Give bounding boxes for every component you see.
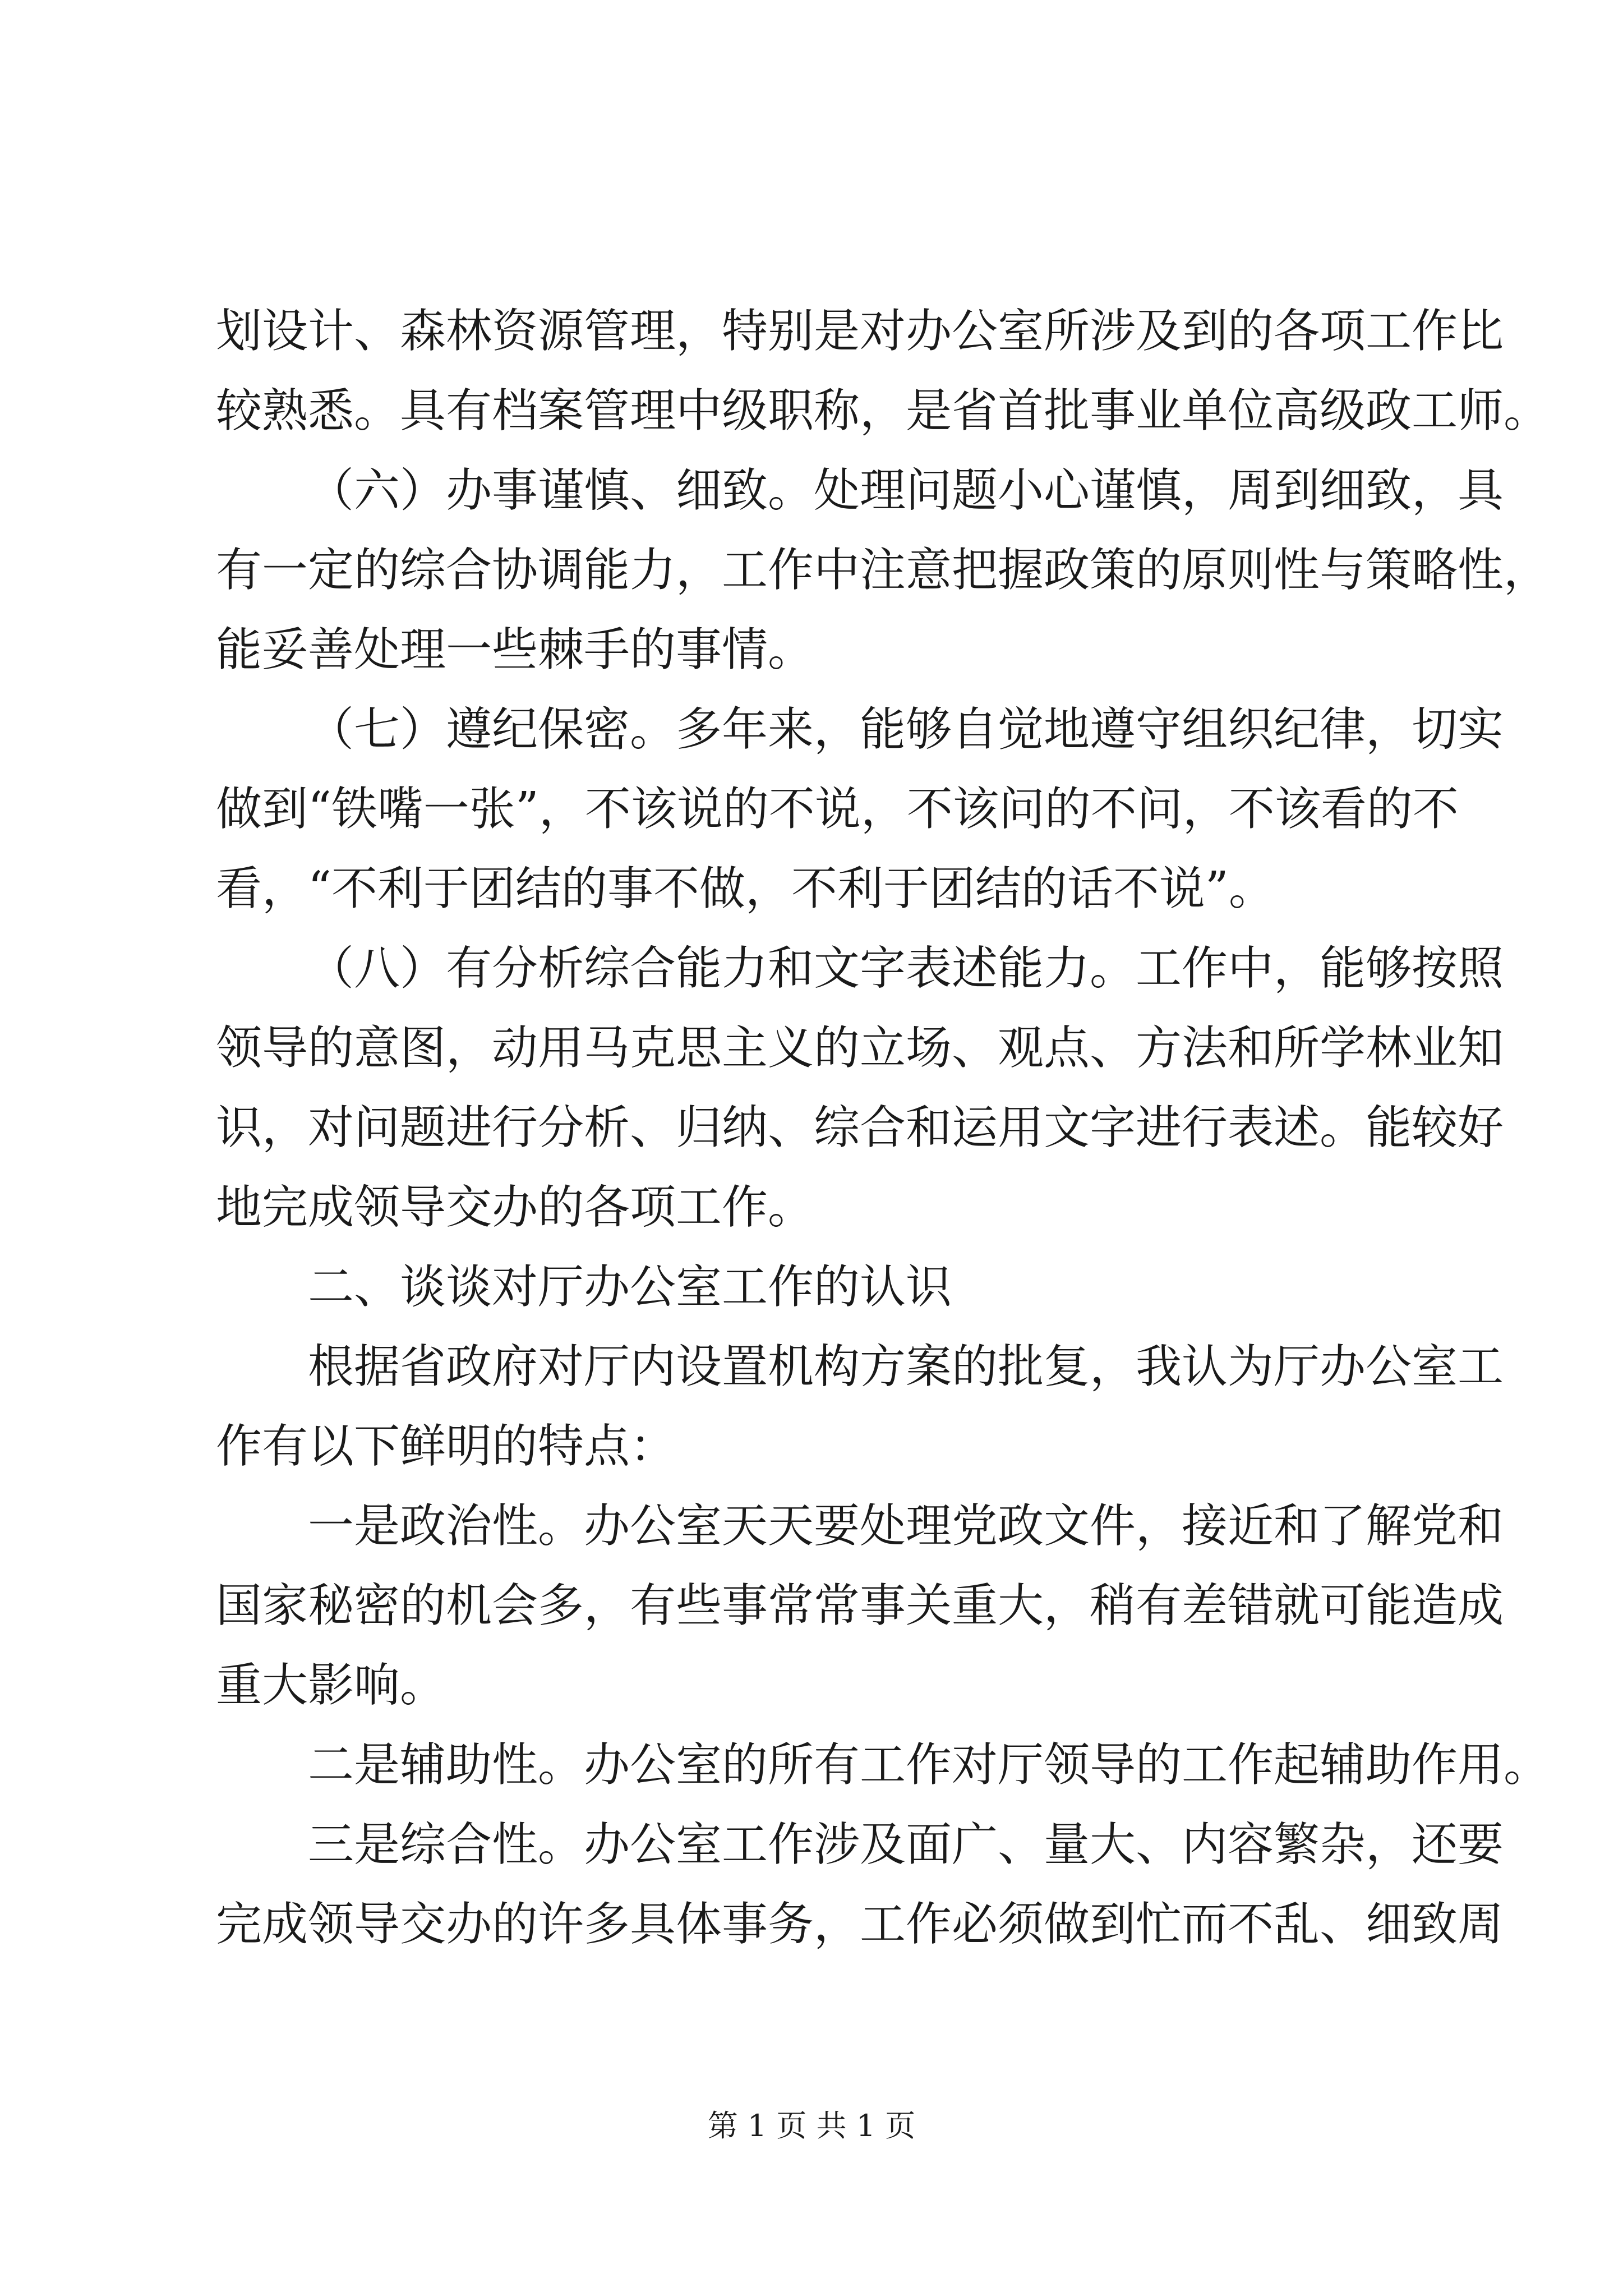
paragraph-start-line: （六）办事谨慎、细致。处理问题小心谨慎，周到细致，具 (308, 464, 1504, 517)
text-line: 国家秘密的机会多，有些事常常事关重大，稍有差错就可能造成 (216, 1579, 1504, 1632)
text-line: 有一定的综合协调能力，工作中注意把握政策的原则性与策略性， (216, 544, 1550, 597)
text-line: 做到“铁嘴一张”，不该说的不说，不该问的不问，不该看的不 (216, 783, 1459, 836)
section-heading: 二、谈谈对厅办公室工作的认识 (308, 1260, 952, 1314)
text-line: 完成领导交办的许多具体事务，工作必须做到忙而不乱、细致周 (216, 1898, 1504, 1951)
paragraph-start-line: 三是综合性。办公室工作涉及面广、量大、内容繁杂，还要 (308, 1818, 1504, 1871)
paragraph-end-line: 重大影响。 (216, 1659, 446, 1712)
text-line: 领导的意图，动用马克思主义的立场、观点、方法和所学林业知 (216, 1022, 1504, 1075)
text-line: 识，对问题进行分析、归纳、综合和运用文字进行表述。能较好 (216, 1101, 1504, 1154)
paragraph-start-line: 根据省政府对厅内设置机构方案的批复，我认为厅办公室工 (308, 1340, 1504, 1393)
paragraph-end-line: 作有以下鲜明的特点： (216, 1420, 676, 1473)
paragraph-start-line: 一是政治性。办公室天天要处理党政文件，接近和了解党和 (308, 1499, 1504, 1553)
text-line: 较熟悉。具有档案管理中级职称，是省首批事业单位高级政工师。 (216, 384, 1550, 438)
paragraph-end-line: 能妥善处理一些棘手的事情。 (216, 623, 814, 677)
page-number: 第 1 页 共 1 页 (707, 2108, 916, 2143)
text-line: 划设计、森林资源管理，特别是对办公室所涉及到的各项工作比 (216, 305, 1504, 358)
paragraph-end-line: 地完成领导交办的各项工作。 (216, 1181, 814, 1234)
paragraph-start-line: （七）遵纪保密。多年来，能够自觉地遵守组织纪律，切实 (308, 703, 1504, 756)
page-footer (0, 2106, 1623, 2146)
document-body (216, 292, 1550, 1964)
paragraph-start-line: （八）有分析综合能力和文字表述能力。工作中，能够按照 (308, 942, 1504, 995)
paragraph-start-line: 二是辅助性。办公室的所有工作对厅领导的工作起辅助作用。 (308, 1738, 1550, 1792)
paragraph-end-line: 看，“不利于团结的事不做，不利于团结的话不说”。 (216, 862, 1275, 915)
